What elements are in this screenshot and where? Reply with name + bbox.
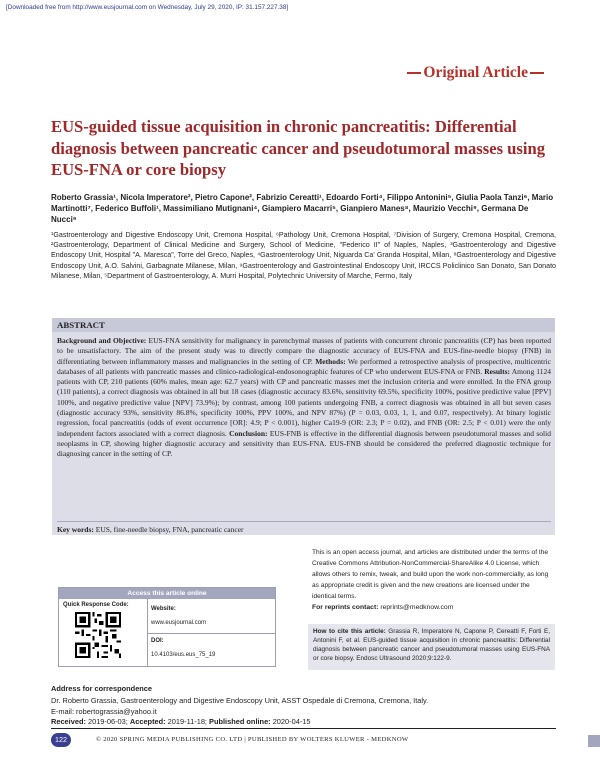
correspondence-email[interactable]: E-mail: robertograssia@yahoo.it (51, 707, 157, 717)
abstract-bg-label: Background and Objective: (57, 336, 147, 345)
access-heading: Access this article online (59, 588, 275, 599)
citation-label: How to cite this article: (313, 628, 386, 635)
correspondence-block (51, 683, 556, 718)
abstract-methods-label: Methods: (315, 356, 346, 366)
access-online-box (58, 587, 276, 667)
abstract-results-text: Among 1124 patients with CP, 210 patients (60% males, mean age: 62.7 years) with CP and pancreatic masses met the inclusion criteria and were enrolled. In the FNA group (110 patients), a correct diagnosis was obtained in all but 18 cases (diagnostic accuracy 83.6%, sensitivity 69.5%, specificity 100%, positive predictive value [PPV] 100%, and negative predictive value [NPV] 73.9%); by contrast, among 100 patients undergoing FNB, a correct diagnosis was obtained in all but seven cases (diagnostic accuracy 93%, sensitivity 86.8%, specificity 100%, PPV 100%, and NPV 87%) (P = 0.03, 0.03, 1, 1, and 0.07, respectively). At binary logistic regression, focal pancreatitis (odds of event occurrence [OR]: 4.9; P < 0.001), higher Ca19-9 (OR: 2.3; P = 0.02), and FNB (OR: 2.5; P < 0.01) were the only independent factors associated with a correct diagnosis. (57, 366, 552, 438)
doi-link[interactable]: 10.4103/eus.eus_75_19 (151, 652, 216, 658)
website-label: Website: (151, 606, 176, 612)
accepted-label: Accepted: (129, 717, 166, 726)
abstract-heading: ABSTRACT (52, 318, 555, 332)
dash-right (530, 72, 544, 74)
license-text: This is an open access journal, and articles are distributed under the terms of the Creative Commons Attribution-NonCommercial-ShareAlike 4.0 License, which allows others to remix, tweak, and build upon the work non-commercially, as long as appropriate credit is given and the new creations are licensed under the identical terms. (312, 549, 549, 600)
side-tab-marker (588, 735, 600, 747)
affiliations: ¹Gastroenterology and Digestive Endoscopy Unit, Cremona Hospital, ⁶Pathology Unit, Cremona Hospital, ⁷Division of Surgery, Cremona Hospital, Cremona, ²Gastroenterology, Department of Clinical Medicine and Surgery, School of Medicine, "Federico II" of Naples, Naples, ³Gastroenterology and Digestive Endoscopy Unit, Hospital "A. Maresca", Torre del Greco, Naples, ⁴Gastroenterology Unit, Niguarda Ca' Granda Hospital, Milan, ⁸Gastroenterology and Digestive Endoscopy Unit, A.O. Salvini, Garbagnate Milanese, Milan, ⁹Gastroenterology and Gastrointestinal Endoscopy Unit, IRCCS Policlinico San Donato, San Donato Milanese, Milan, ⁵Department of Gastroenterology, A. Murri Hospital, Polytechnic University of Marche, Fermo, Italy (51, 231, 556, 280)
abstract-text (57, 336, 551, 460)
citation-text: Grassia R, Imperatore N, Capone P, Cereatti F, Forti E, Antonini F, et al. EUS-guided tissue acquisition in chronic pancreatitis: Differential diagnosis between pancreatic cancer and pseudotumoral masses using EUS-FNA or core biopsy. Endosc Ultrasound 2020;9:122-9. (313, 628, 550, 662)
received-date: 2019-06-03; (85, 717, 130, 726)
doi-label: DOI: (151, 638, 164, 644)
keywords (57, 521, 551, 534)
author-list: Roberto Grassia¹, Nicola Imperatore², Pietro Capone², Fabrizio Cereatti¹, Edoardo Forti⁴, Filippo Antonini⁵, Giulia Paola Tanzi⁶, Mario Martinotti⁷, Federico Buffoli¹, Massimiliano Mutignani⁴, Giampiero Macarri⁵, Gianpiero Manes⁸, Maurizio Vecchi⁹, Germana De Nucci⁹ (51, 193, 554, 225)
publication-dates (51, 717, 311, 726)
download-banner: [Downloaded free from http://www.eusjournal.com on Wednesday, July 29, 2020, IP: 31.157.227.38] (6, 4, 289, 11)
abstract-results-label: Results: (484, 366, 511, 376)
citation-box (308, 624, 555, 670)
publisher-footer: © 2020 SPRING MEDIA PUBLISHING CO. LTD | PUBLISHED BY WOLTERS KLUWER - MEDKNOW (96, 736, 409, 743)
reprints-label: For reprints contact: (312, 604, 379, 611)
section-label (405, 64, 546, 82)
reprints-email[interactable]: reprints@medknow.com (378, 604, 454, 611)
published-date: 2020-04-15 (270, 717, 311, 726)
accepted-date: 2019-11-18; (165, 717, 210, 726)
keywords-label: Key words: (57, 525, 94, 534)
box-divider-horizontal (147, 633, 276, 634)
abstract-bg-text: EUS-FNA sensitivity for malignancy in parenchymal masses of patients with concurrent chronic pancreatitis (CP) has been reported to be unsatisfactory. The aim of the present study was to directly compare the diagnostic accuracy of EUS-FNA and EUS-fine-needle biopsy (FNB) in differentiating between inflammatory masses and malignancies in the setting of CP. (57, 336, 551, 366)
correspondence-heading: Address for correspondence (51, 684, 153, 693)
abstract-conclusion-label: Conclusion: (229, 428, 268, 438)
page-number-badge: 122 (51, 733, 71, 747)
abstract-methods-text: We performed a retrospective analysis of prospective, multicentric databases of all patients with pancreatic masses and clinico-radiological-endosonographic features of CP who underwent EUS-FNA or FNB. (57, 356, 551, 376)
dash-left (407, 72, 421, 74)
section-label-text: Original Article (423, 64, 528, 81)
article-title: EUS-guided tissue acquisition in chronic pancreatitis: Differential diagnosis between pancreatic cancer and pseudotumoral masses using EUS-FNA or core biopsy (51, 117, 546, 179)
reprints-contact (312, 604, 453, 611)
abstract-panel (52, 318, 555, 535)
website-link[interactable]: www.eusjournal.com (151, 620, 207, 626)
received-label: Received: (51, 717, 86, 726)
footer-rule (51, 728, 556, 729)
abstract-conclusion-text: EUS-FNB is effective in the differential diagnosis between pseudotumoral masses and solid neoplasms in CP, showing higher diagnostic accuracy and sensitivity than EUS-FNA. EUS-FNB should be considered the preferred diagnostic technique for diagnosing cancer in the setting of CP. (57, 428, 551, 459)
qr-code-icon[interactable] (75, 612, 121, 658)
keywords-text: EUS, fine-needle biopsy, FNA, pancreatic cancer (93, 525, 244, 534)
published-label: Published online: (209, 717, 271, 726)
qr-label: Quick Response Code: (63, 602, 129, 608)
correspondence-address: Dr. Roberto Grassia, Gastroenterology and Digestive Endoscopy Unit, ASST Ospedale di Cremona, Cremona, Italy. (51, 695, 429, 705)
